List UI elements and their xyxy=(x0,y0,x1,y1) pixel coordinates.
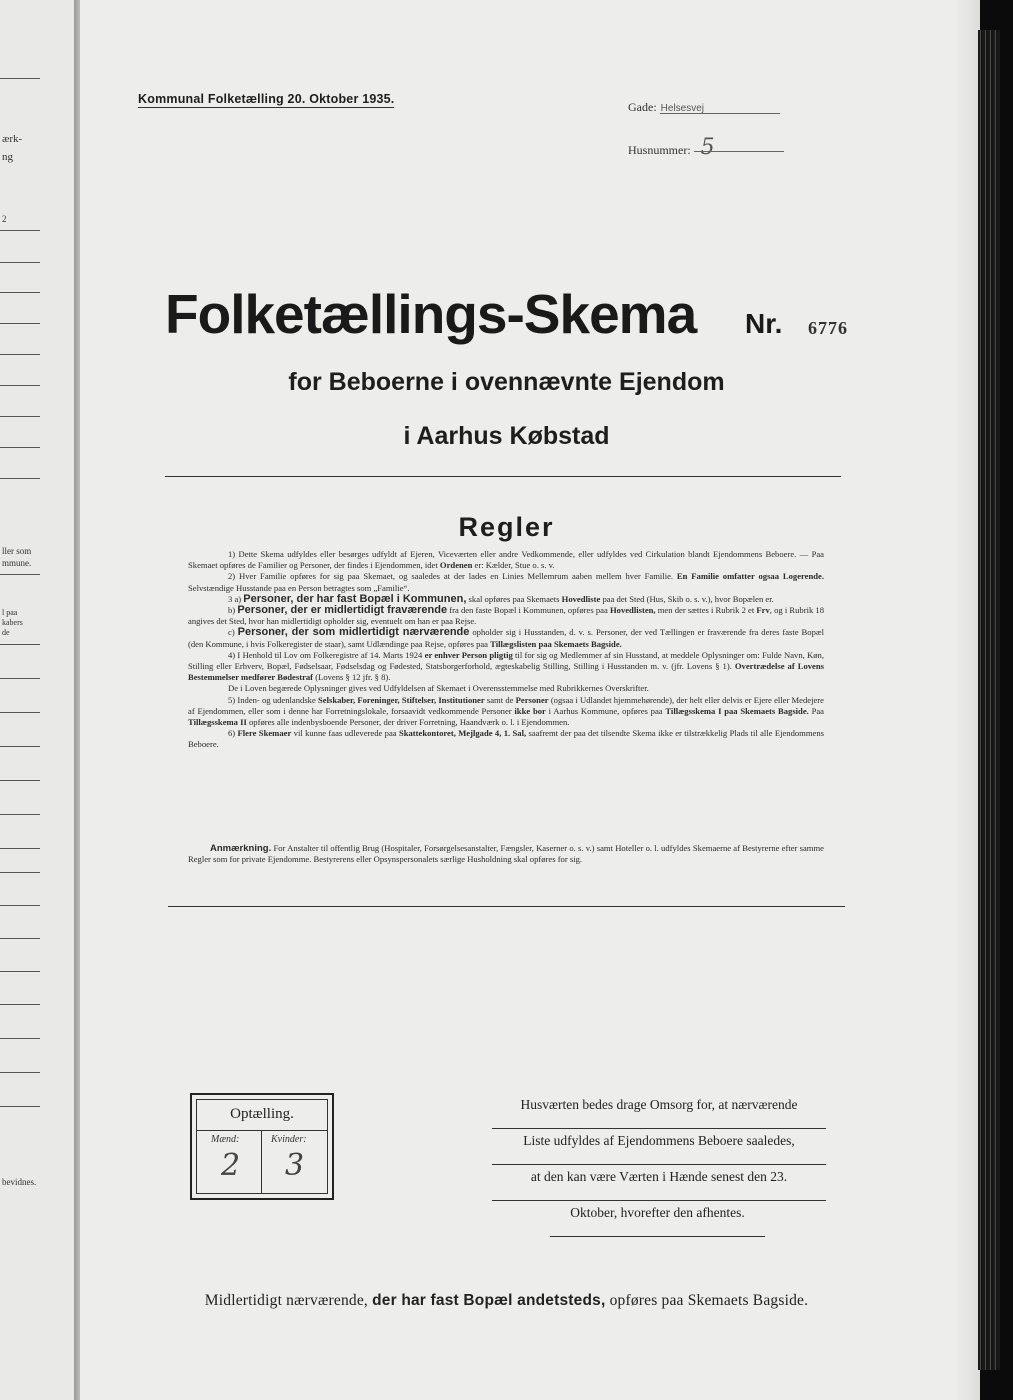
men-label: Mænd: xyxy=(211,1134,240,1145)
landlord-notice-line: Husværten bedes drage Omsorg for, at nærværende xyxy=(492,1093,826,1129)
rule-2: 2) Hver Familie opføres for sig paa Skemaet, og saaledes at der lades en Linies Mellemrum aaben mellem hver Familie. En Familie omfatter ogsaa Logerende. Selvstændige Husstande paa en Person betragtes som „Familie“. xyxy=(188,571,824,593)
census-heading: Kommunal Folketælling 20. Oktober 1935. xyxy=(138,92,395,106)
rule-3a: 3 a) Personer, der har fast Bopæl i Kommunen, skal opføres paa Skemaets Hovedliste paa det Sted (Hus, Skib o. s. v.), hvor Bopælen er. xyxy=(228,592,774,605)
rule-6: 6) Flere Skemaer vil kunne faas udleverede paa Skattekontoret, Mejlgade 4, 1. Sal, saafremt der paa det tilsendte Skema ikke er tilstrækkelig Plads til alle Ejendommens Beboere. xyxy=(188,728,825,750)
footer-instruction: Midlertidigt nærværende, der har fast Bopæl andetsteds, opføres paa Skemaets Bagside. xyxy=(204,1292,809,1309)
house-number-label: Husnummer: xyxy=(628,143,691,157)
prev-page-fragment: ller som xyxy=(2,546,32,556)
divider xyxy=(165,476,841,477)
count-title: Optælling. xyxy=(230,1106,294,1122)
prev-page-fragment: de xyxy=(2,628,10,637)
street-field xyxy=(628,98,704,116)
prev-page-fragment: l paa xyxy=(2,608,18,617)
page-edge-shadow xyxy=(955,0,980,1400)
house-number-value: 5 xyxy=(700,135,715,160)
rules-heading: Regler xyxy=(458,512,555,542)
prev-page-fragment: mmune. xyxy=(2,558,32,568)
book-page-stack-edge xyxy=(978,30,1000,1370)
landlord-notice-line: at den kan være Værten i Hænde senest den 23. xyxy=(492,1165,826,1201)
prev-page-fragment: ærk- xyxy=(2,133,23,145)
rule-3b: b) Personer, der er midlertidigt fraværende fra den faste Bopæl i Kommunen, opføres paa Hovedlisten, men der sættes i Rubrik 2 et Frv, og i Rubrik 18 angives det Sted, hvor han midlertidigt opholder sig, eventuelt om han er paa Rejse. xyxy=(188,604,825,627)
remark-text: For Anstalter til offentlig Brug (Hospitaler, Forsørgelsesanstalter, Fængsler, Kaserner o. s. v.) samt Hoteller o. l. udfyldes Skemaerne af Bestyrerne efter samme Regler som for private Ejendomme. Bestyrerens eller Opsynspersonalets særlige Husholdning skal opføres for sig. xyxy=(188,843,824,865)
rule-4: 4) I Henhold til Lov om Folkeregistre af 14. Marts 1924 er enhver Person pligtig til for sig og Medlemmer af sin Husstand, at meddele Oplysninger om: Fulde Navn, Køn, Stilling eller Erhverv, Bopæl, Fødselsaar, Fødselsdag og Fødested, Statsborgerforhold, ægteskabelig Stilling, Stilling i Husstanden m. v. (jfr. Lovens § 1). Overtrædelse af Lovens Bestemmelser medfører Bødestraf (Lovens § 12 jfr. § 8). xyxy=(188,649,824,683)
form-number-value: 6776 xyxy=(808,318,848,338)
remark-label: Anmærkning. xyxy=(210,843,272,854)
form-title: Folketællings-Skema xyxy=(165,283,697,345)
rules-text xyxy=(188,549,824,751)
women-label: Kvinder: xyxy=(271,1134,307,1145)
subtitle-town: i Aarhus Købstad xyxy=(403,422,610,450)
street-label: Gade: xyxy=(628,100,657,114)
remark-note xyxy=(188,843,824,865)
rule-3c: c) Personer, der som midlertidigt nærværende opholder sig i Husstanden, d. v. s. Personer, der ved Tællingen er fraværende fra deres faste Bopæl (den Kommune, i hvis Folkeregister de staar), samt Udlændinge paa Rejse, opføres paa Tillægslisten paa Skemaets Bagside. xyxy=(188,626,824,649)
prev-page-fragment: 2 xyxy=(2,214,7,224)
women-count: 3 xyxy=(285,1148,305,1183)
landlord-notice-line: Liste udfyldes af Ejendommens Beboere saaledes, xyxy=(492,1129,826,1165)
count-box xyxy=(190,1093,334,1200)
form-number-label: Nr. xyxy=(745,308,783,339)
prev-page-fragment: kabers xyxy=(2,618,23,627)
divider xyxy=(168,906,845,907)
street-value: Helsesvej xyxy=(660,103,705,114)
rule-1: 1) Dette Skema udfyldes eller besørges udfyldt af Ejeren, Viceværten eller andre Vedkommende, eller udfyldes ved Cirkulation blandt Ejendommens Beboere. — Paa Skemaet opføres de Familier og Personer, der findes i Ejendommen, idet Ordenen er: Kælder, Stue o. s. v. xyxy=(188,549,824,571)
prev-page-fragment: ng xyxy=(2,151,13,163)
subtitle-residents: for Beboerne i ovennævnte Ejendom xyxy=(288,368,725,396)
men-count: 2 xyxy=(221,1148,241,1183)
landlord-notice-line: Oktober, hvorefter den afhentes. xyxy=(550,1201,765,1237)
rule-4b: De i Loven begærede Oplysninger gives ved Udfyldelsen af Skemaet i Overensstemmelse med Rubrikkernes Overskrifter. xyxy=(228,683,649,694)
landlord-notice xyxy=(492,1093,826,1237)
prev-page-fragment: bevidnes. xyxy=(2,1177,37,1187)
house-number-field xyxy=(628,135,715,160)
previous-page-edge xyxy=(0,0,76,1400)
rule-5: 5) Inden- og udenlandske Selskaber, Foreninger, Stiftelser, Institutioner samt de Personer (ogsaa i Udlandet hjemmehørende), der helt eller delvis er Ejere eller Medejere af Ejendommen, eller som i denne har Forretningslokale, forsaavidt vedkommende Personer ikke bor i Aarhus Kommune, opføres paa Tillægsskema I paa Skemaets Bagside. Paa Tillægsskema II opføres alle indenbysboende Personer, der driver Forretning, Haandværk o. l. i Ejendommen. xyxy=(188,694,824,728)
